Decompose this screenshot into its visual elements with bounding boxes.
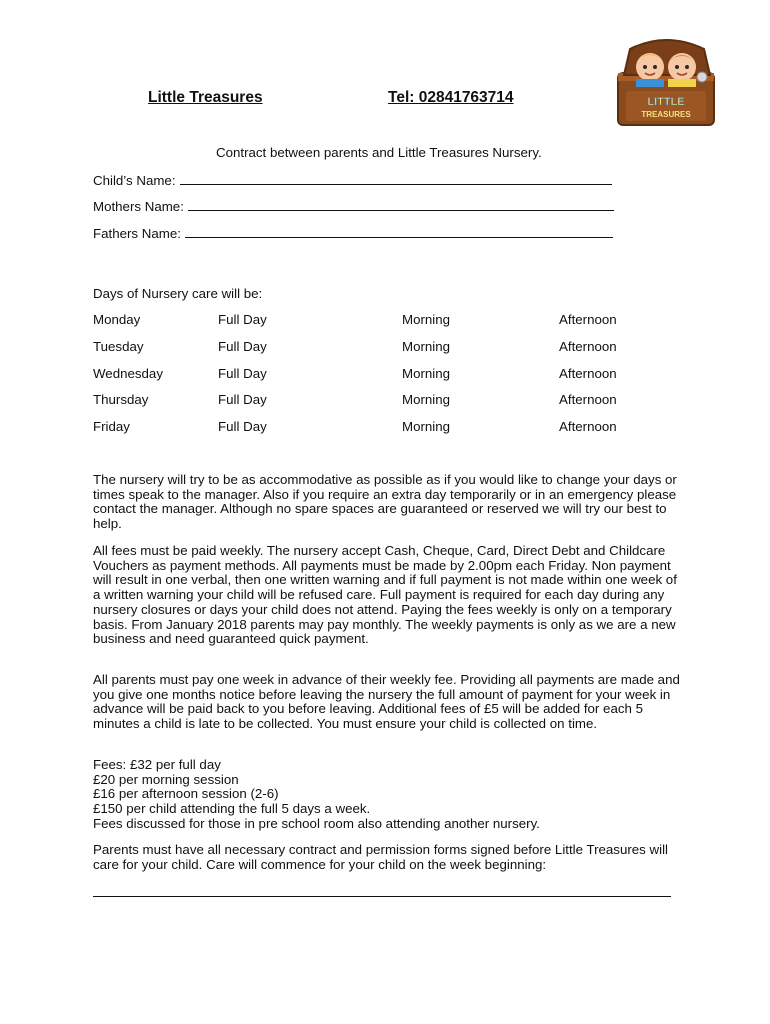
day-name: Friday xyxy=(93,419,130,434)
day-name: Thursday xyxy=(93,392,149,407)
full-day-option: Full Day xyxy=(218,366,267,381)
nursery-name-heading: Little Treasures xyxy=(148,89,263,106)
mother-name-field xyxy=(93,198,614,214)
morning-option: Morning xyxy=(402,339,451,354)
fee-line: Fees: £32 per full day xyxy=(93,757,221,772)
logo-text-little: LITTLE xyxy=(647,96,685,108)
payment-paragraph xyxy=(93,544,683,647)
mother-name-label: Mothers Name: xyxy=(93,199,184,214)
afternoon-option: Afternoon xyxy=(559,366,617,381)
full-day-option: Full Day xyxy=(218,392,267,407)
forms-paragraph xyxy=(93,843,683,872)
mother-name-blank[interactable] xyxy=(188,198,614,211)
afternoon-option: Afternoon xyxy=(559,312,617,327)
day-row xyxy=(93,419,693,437)
advance-payment-paragraph xyxy=(93,673,683,732)
child-name-blank[interactable] xyxy=(180,172,612,185)
day-name: Tuesday xyxy=(93,339,144,354)
child-name-field xyxy=(93,172,612,188)
day-name: Wednesday xyxy=(93,366,163,381)
day-row xyxy=(93,366,693,384)
start-week-blank[interactable] xyxy=(93,884,671,897)
father-name-label: Fathers Name: xyxy=(93,226,181,241)
fees-list xyxy=(93,758,683,832)
child-name-label: Child’s Name: xyxy=(93,173,176,188)
fee-line: Fees discussed for those in pre school room also attending another nursery. xyxy=(93,815,540,831)
flexibility-paragraph xyxy=(93,473,683,532)
start-week-field xyxy=(93,884,671,900)
father-name-blank[interactable] xyxy=(185,225,613,238)
payment-text: All fees must be paid weekly. The nursery accept Cash, Cheque, Card, Direct Debt and Childcare Vouchers as payment methods. All payments must be made by 2.00pm each Friday. Non payment will result in one verbal, then one written warning and if full payment is not made within one week of a written warning your child will be refused care. Full payment is required for each day during any nursery closures or days your child does not attend. Paying the fees weekly is only on a temporary basis. From January 2018 parents may pay monthly. The weekly payments is only as we are a new business and need guaranteed quick payment. xyxy=(93,543,677,647)
morning-option: Morning xyxy=(402,419,451,434)
day-row xyxy=(93,339,693,357)
fee-line: £20 per morning session xyxy=(93,771,239,787)
morning-option: Morning xyxy=(402,312,451,327)
day-row xyxy=(93,392,693,410)
days-heading: Days of Nursery care will be: xyxy=(93,286,263,301)
fee-line: £150 per child attending the full 5 days a week. xyxy=(93,801,371,817)
father-name-field xyxy=(93,225,613,241)
contract-intro: Contract between parents and Little Treasures Nursery. xyxy=(216,145,542,160)
afternoon-option: Afternoon xyxy=(559,392,617,407)
afternoon-option: Afternoon xyxy=(559,339,617,354)
day-row xyxy=(93,312,693,330)
telephone-heading: Tel: 02841763714 xyxy=(388,89,514,106)
morning-option: Morning xyxy=(402,366,451,381)
flexibility-text: The nursery will try to be as accommodative as possible as if you would like to change your days or times speak to the manager. Also if you require an extra day temporarily or in an emergency please contact the manager. Although no spare spaces are guaranteed or reserved we will try our best to help. xyxy=(93,472,677,532)
full-day-option: Full Day xyxy=(218,312,267,327)
forms-text: Parents must have all necessary contract and permission forms signed before Little Treasures will care for your child. Care will commence for your child on the week beginning: xyxy=(93,842,668,872)
logo-text-treasures: TREASURES xyxy=(641,110,691,119)
full-day-option: Full Day xyxy=(218,419,267,434)
full-day-option: Full Day xyxy=(218,339,267,354)
afternoon-option: Afternoon xyxy=(559,419,617,434)
day-name: Monday xyxy=(93,312,141,327)
morning-option: Morning xyxy=(402,392,451,407)
little-treasures-logo xyxy=(614,37,720,129)
advance-payment-text: All parents must pay one week in advance of their weekly fee. Providing all payments are made and you give one months notice before leaving the nursery the full amount of payment for your week in advance will be paid back to you before leaving. Additional fees of £5 will be added for each 5 minutes a child is late to be collected. You must ensure your child is collected on time. xyxy=(93,672,680,732)
fee-line: £16 per afternoon session (2-6) xyxy=(93,786,279,802)
